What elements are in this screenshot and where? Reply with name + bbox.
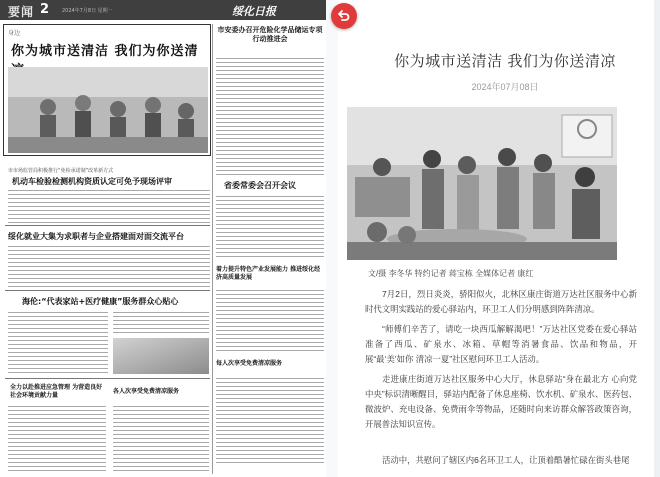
story-4-text: [8, 406, 106, 474]
photo-caption: 文/摄 李冬华 特约记者 蒋宝栋 全媒体记者 康红: [368, 269, 534, 278]
story-3-text-b: [113, 312, 209, 336]
lead-headline: 你为城市送清洁 我们为你送清: [11, 44, 199, 59]
story-5-text: [113, 406, 209, 474]
page-number: 2: [40, 2, 50, 17]
headline-3[interactable]: 海伦:“代表家站+医疗健康”服务群众心贴心: [22, 297, 179, 306]
issue-date: 2024年7月8日 星期一: [62, 8, 113, 14]
article-date: 2024年07月08日: [471, 82, 539, 92]
side-text-3: [216, 290, 324, 354]
newspaper-brand: 绥化日报: [232, 5, 276, 18]
side-text-1: [216, 58, 324, 178]
newspaper-masthead: [0, 0, 326, 20]
story-divider: [5, 290, 210, 291]
back-button[interactable]: [331, 3, 357, 29]
headline-4[interactable]: 全力以赴推进应急管理 为营造良好社会环境贡献力量: [10, 384, 103, 399]
article-paragraph-3: 走进康庄街道万达社区服务中心大厅，休息驿站“身在最北方 心向党中央”标识清晰醒目，驿站内配备了休息座椅、饮水机、矿泉水、医药包、微波炉、充电设备、免费雨伞等物品，还随时向来访群众解答政策咨询，开展普法知识宣传。: [365, 374, 637, 429]
article-paragraph-4: 活动中，共慰问了辖区内6名环卫工人，让顶着酷暑忙碌在街头巷尾: [382, 455, 630, 465]
story-divider: [5, 378, 210, 379]
article-photo-scene: [347, 107, 617, 260]
side-headline-2[interactable]: 省委常委会召开会议: [224, 181, 296, 190]
article-title: 你为城市送清洁 我们为你送清凉: [394, 53, 616, 70]
headline-2[interactable]: 绥化就业大集为求职者与企业搭建面对面交流平台: [8, 232, 184, 241]
column-divider: [212, 24, 213, 474]
side-headline-4[interactable]: 每人次享受免费清凉服务: [216, 360, 283, 367]
side-headline-1[interactable]: 市安委办召开危险化学品储运专项行动推进会: [217, 26, 323, 43]
side-headline-3[interactable]: 着力提升特色产业发展能力 推进绥化经济高质量发展: [216, 266, 321, 281]
article-paragraph-2: “师傅们辛苦了，请吃一块西瓜解解渴吧！”万达社区党委在爱心驿站准备了西瓜、矿泉水、冰箱、草帽等消暑食品、饮品和物品，开展“最‘美’如你 清凉一夏”社区慰问环卫工人活动。: [365, 324, 637, 364]
story-3-text-a: [8, 312, 108, 376]
story-2-text: [8, 246, 210, 290]
lead-tag: 身边: [8, 30, 21, 37]
article-photo: [347, 107, 617, 260]
newspaper-page[interactable]: [0, 0, 326, 477]
back-arrow-icon: [337, 9, 351, 23]
story-3-photo: [113, 338, 209, 374]
lead-story-box[interactable]: [3, 24, 211, 156]
kicker-1: 市市场监管局积极推行“免检承诺制”改革新方式: [8, 168, 114, 174]
story-1-text: [8, 190, 210, 226]
lead-photo-scene: [8, 67, 208, 153]
lead-photo: [8, 67, 208, 153]
side-text-2: [216, 196, 324, 260]
article-paragraph-1: 7月2日，烈日炎炎，骄阳似火，北林区康庄街道万达社区服务中心新时代文明实践站的爱心驿站内，环卫工人们分明感到阵阵清凉。: [365, 289, 637, 314]
side-text-4: [216, 378, 324, 466]
section-code: 要闻: [8, 5, 35, 19]
story-divider: [5, 225, 210, 226]
headline-1[interactable]: 机动车检验检测机构资质认定可免予现场评审: [12, 177, 172, 186]
headline-5[interactable]: 各人次享受免费清凉服务: [113, 388, 180, 395]
reader-scrollbar[interactable]: [654, 0, 660, 477]
